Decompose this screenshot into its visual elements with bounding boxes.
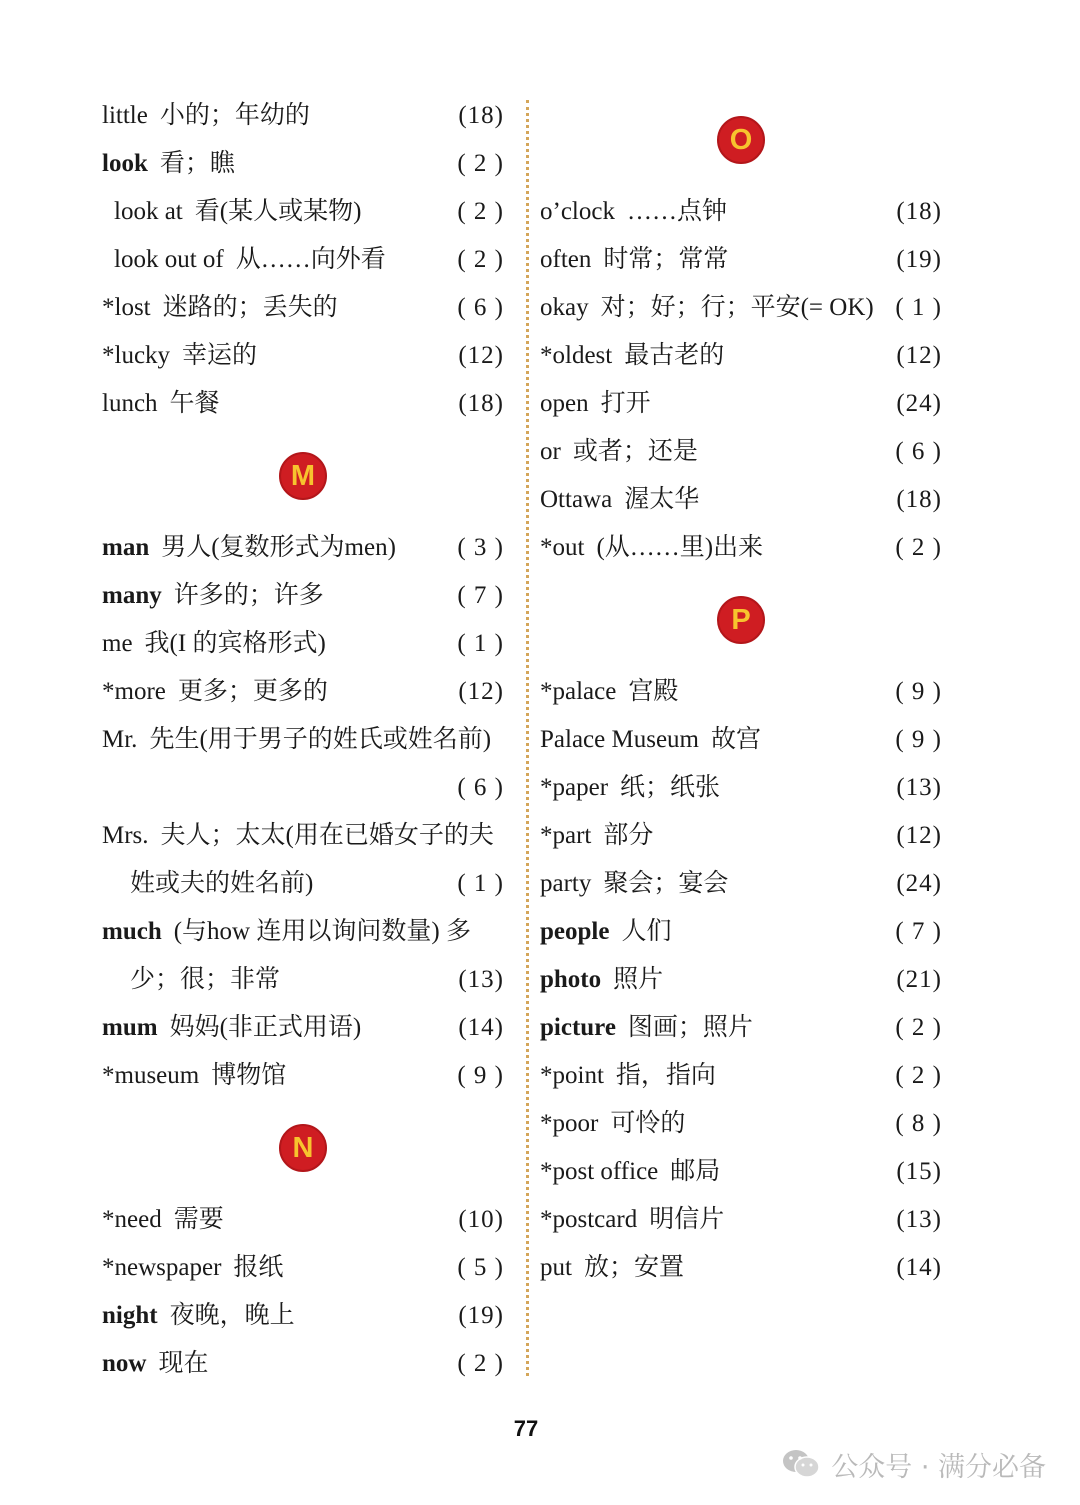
definition: 照片 [613, 966, 664, 993]
unit-number: (18) [896, 486, 942, 513]
headword: *need [102, 1206, 162, 1233]
unit-number: (24) [896, 390, 942, 417]
headword: much [102, 918, 162, 945]
entry-text [102, 860, 313, 908]
entry-text [102, 1004, 361, 1052]
headword: put [540, 1254, 572, 1281]
entry-text [102, 92, 310, 140]
unit-number: (21) [896, 966, 942, 993]
vocab-entry [102, 860, 504, 908]
headword: open [540, 390, 589, 417]
entry-text [102, 1292, 295, 1340]
headword: look out of [114, 246, 224, 273]
entry-text [540, 428, 698, 476]
entry-text [540, 1148, 720, 1196]
unit-number: ( 2 ) [457, 198, 504, 225]
headword: Ottawa [540, 486, 613, 513]
definition: 夫人；太太(用在已婚女子的夫 [160, 822, 494, 849]
definition: (与how 连用以询问数量) 多 [173, 918, 471, 945]
definition: 午餐 [169, 390, 220, 417]
headword: many [102, 582, 162, 609]
entry-text [102, 1052, 286, 1100]
definition: 报纸 [233, 1254, 284, 1281]
headword: party [540, 870, 592, 897]
entry-text [540, 188, 727, 236]
entry-text [540, 860, 728, 908]
vocab-entry [540, 428, 942, 476]
unit-number: (14) [458, 1014, 504, 1041]
vocab-entry [102, 620, 504, 668]
unit-number: (24) [896, 870, 942, 897]
entry-text [102, 1340, 208, 1388]
definition: 聚会；宴会 [603, 870, 729, 897]
letter-section-header [102, 428, 504, 524]
entry-text [102, 1244, 283, 1292]
entry-text [102, 908, 471, 956]
headword: or [540, 438, 561, 465]
unit-number: (13) [896, 1206, 942, 1233]
vocab-entry [102, 716, 504, 764]
definition: 我(I 的宾格形式) [144, 630, 326, 657]
unit-number: (12) [896, 342, 942, 369]
unit-number: (12) [458, 342, 504, 369]
unit-number: ( 2 ) [457, 150, 504, 177]
column-divider [526, 100, 529, 1376]
definition: 小的；年幼的 [159, 102, 310, 129]
vocab-entry [540, 236, 942, 284]
vocab-entry [540, 332, 942, 380]
headword: look [102, 150, 148, 177]
vocab-entry [540, 1244, 942, 1292]
entry-text [540, 476, 699, 524]
definition: 妈妈(非正式用语) [169, 1014, 362, 1041]
headword: mum [102, 1014, 158, 1041]
unit-number: ( 9 ) [895, 726, 942, 753]
headword: *palace [540, 678, 617, 705]
definition: 姓或夫的姓名前) [130, 870, 314, 897]
vocab-entry [540, 476, 942, 524]
entry-text [102, 668, 328, 716]
definition: 指，指向 [615, 1062, 716, 1089]
entry-text [540, 380, 651, 428]
headword: *newspaper [102, 1254, 222, 1281]
entry-text [102, 812, 494, 860]
letter-section-header [540, 92, 942, 188]
definition: 放；安置 [583, 1254, 684, 1281]
headword: *post office [540, 1158, 659, 1185]
entry-text [540, 764, 720, 812]
unit-number: ( 7 ) [457, 582, 504, 609]
headword: often [540, 246, 592, 273]
definition: 更多；更多的 [177, 678, 328, 705]
vocab-entry [102, 380, 504, 428]
vocab-entry [102, 1292, 504, 1340]
entry-text [540, 284, 874, 332]
headword: me [102, 630, 133, 657]
vocab-entry [540, 812, 942, 860]
vocab-entry [102, 188, 504, 236]
vocab-entry [540, 284, 942, 332]
definition: 看；瞧 [159, 150, 235, 177]
entry-text [540, 668, 678, 716]
entry-text [540, 1052, 716, 1100]
definition: 从……向外看 [235, 246, 386, 273]
entry-text [102, 188, 361, 236]
letter-section-header [102, 1100, 504, 1196]
right-column [540, 92, 942, 1292]
headword: man [102, 534, 150, 561]
headword: lunch [102, 390, 158, 417]
definition: (从……里)出来 [596, 534, 764, 561]
unit-number: ( 2 ) [457, 1350, 504, 1377]
entry-text [540, 332, 724, 380]
vocab-entry [102, 1244, 504, 1292]
entry-text [102, 524, 396, 572]
definition: 纸；纸张 [620, 774, 721, 801]
entry-text [540, 812, 653, 860]
entry-text [102, 620, 326, 668]
vocab-entry [102, 524, 504, 572]
entry-text [540, 716, 761, 764]
headword: okay [540, 294, 589, 321]
definition: 打开 [600, 390, 651, 417]
definition: 明信片 [649, 1206, 725, 1233]
entry-text [102, 380, 220, 428]
entry-text [540, 1196, 724, 1244]
definition: 时常；常常 [603, 246, 729, 273]
definition: 可怜的 [610, 1110, 686, 1137]
vocab-entry [540, 668, 942, 716]
vocab-entry [102, 1340, 504, 1388]
entry-text [540, 1244, 684, 1292]
wechat-icon [781, 1448, 821, 1480]
unit-number: ( 9 ) [895, 678, 942, 705]
entry-text [540, 1004, 753, 1052]
headword: picture [540, 1014, 616, 1041]
vocab-entry [540, 1100, 942, 1148]
unit-number: (14) [896, 1254, 942, 1281]
vocab-entry [102, 1196, 504, 1244]
vocab-entry [102, 764, 504, 812]
entry-text [102, 140, 235, 188]
entry-text [540, 1100, 685, 1148]
unit-number: ( 2 ) [895, 1062, 942, 1089]
entry-text [540, 956, 663, 1004]
headword: night [102, 1302, 158, 1329]
vocab-entry [102, 572, 504, 620]
definition: 需要 [173, 1206, 224, 1233]
unit-number: (12) [458, 678, 504, 705]
letter-badge: M [279, 452, 327, 500]
unit-number: (18) [458, 390, 504, 417]
unit-number: (13) [458, 966, 504, 993]
definition: 邮局 [670, 1158, 721, 1185]
entry-text [102, 956, 280, 1004]
unit-number: ( 1 ) [457, 630, 504, 657]
definition: 部分 [603, 822, 654, 849]
unit-number: (19) [458, 1302, 504, 1329]
entry-text [102, 284, 338, 332]
definition: 先生(用于男子的姓氏或姓名前) [149, 726, 492, 753]
letter-badge: N [279, 1124, 327, 1172]
definition: 男人(复数形式为men) [161, 534, 396, 561]
unit-number: ( 2 ) [457, 246, 504, 273]
headword: now [102, 1350, 147, 1377]
unit-number: ( 1 ) [457, 870, 504, 897]
entry-text [102, 236, 386, 284]
definition: 对；好；行；平安(= OK) [600, 294, 874, 321]
headword: *more [102, 678, 166, 705]
headword: *postcard [540, 1206, 638, 1233]
headword: *lost [102, 294, 151, 321]
unit-number: ( 2 ) [895, 1014, 942, 1041]
unit-number: (10) [458, 1206, 504, 1233]
definition: 现在 [158, 1350, 209, 1377]
vocab-entry [540, 380, 942, 428]
headword: photo [540, 966, 602, 993]
definition: 看(某人或某物) [194, 198, 362, 225]
unit-number: (15) [896, 1158, 942, 1185]
left-column [102, 92, 504, 1388]
vocab-entry [540, 1196, 942, 1244]
vocab-entry [102, 1004, 504, 1052]
letter-badge: P [717, 596, 765, 644]
definition: 渥太华 [624, 486, 700, 513]
definition: 夜晚，晚上 [169, 1302, 295, 1329]
entry-text [540, 908, 671, 956]
vocab-entry [540, 716, 942, 764]
letter-section-header [540, 572, 942, 668]
vocab-entry [540, 908, 942, 956]
definition: 或者；还是 [572, 438, 698, 465]
unit-number: ( 6 ) [457, 774, 504, 801]
headword: look at [114, 198, 183, 225]
vocab-entry [102, 956, 504, 1004]
unit-number: (13) [896, 774, 942, 801]
vocab-entry [540, 1052, 942, 1100]
definition: 许多的；许多 [173, 582, 324, 609]
headword: *oldest [540, 342, 613, 369]
letter-badge: O [717, 116, 765, 164]
watermark-text: 公众号 · 满分必备 [831, 1451, 1046, 1483]
vocab-entry [102, 92, 504, 140]
headword: *paper [540, 774, 609, 801]
unit-number: ( 5 ) [457, 1254, 504, 1281]
vocab-entry [102, 236, 504, 284]
entry-text [540, 524, 763, 572]
page-number: 77 [513, 1416, 539, 1441]
vocab-entry [102, 332, 504, 380]
headword: *part [540, 822, 592, 849]
unit-number: ( 2 ) [895, 534, 942, 561]
vocab-entry [102, 908, 504, 956]
definition: ……点钟 [626, 198, 727, 225]
vocab-entry [102, 284, 504, 332]
entry-text [540, 236, 728, 284]
vocab-entry [540, 764, 942, 812]
vocab-entry [540, 524, 942, 572]
entry-text [102, 1196, 224, 1244]
headword: *out [540, 534, 585, 561]
unit-number: (12) [896, 822, 942, 849]
definition: 宫殿 [628, 678, 679, 705]
headword: *museum [102, 1062, 200, 1089]
unit-number: ( 1 ) [895, 294, 942, 321]
vocab-entry [102, 668, 504, 716]
unit-number: (18) [896, 198, 942, 225]
watermark [781, 1442, 1046, 1486]
vocab-entry [540, 1148, 942, 1196]
entry-text [102, 716, 491, 764]
headword: Mrs. [102, 822, 149, 849]
unit-number: ( 8 ) [895, 1110, 942, 1137]
definition: 少；很；非常 [130, 966, 281, 993]
headword: Mr. [102, 726, 138, 753]
vocab-entry [102, 1052, 504, 1100]
headword: little [102, 102, 148, 129]
unit-number: (18) [458, 102, 504, 129]
headword: people [540, 918, 610, 945]
unit-number: (19) [896, 246, 942, 273]
definition: 博物馆 [211, 1062, 287, 1089]
definition: 最古老的 [624, 342, 725, 369]
vocab-entry [102, 140, 504, 188]
vocab-entry [540, 860, 942, 908]
definition: 人们 [621, 918, 672, 945]
unit-number: ( 3 ) [457, 534, 504, 561]
definition: 迷路的；丢失的 [162, 294, 338, 321]
headword: Palace Museum [540, 726, 699, 753]
vocab-entry [102, 812, 504, 860]
entry-text [102, 332, 257, 380]
definition: 故宫 [710, 726, 761, 753]
headword: *lucky [102, 342, 171, 369]
headword: *poor [540, 1110, 599, 1137]
unit-number: ( 6 ) [895, 438, 942, 465]
unit-number: ( 9 ) [457, 1062, 504, 1089]
vocab-entry [540, 956, 942, 1004]
headword: *point [540, 1062, 604, 1089]
definition: 幸运的 [182, 342, 258, 369]
definition: 图画；照片 [627, 1014, 753, 1041]
unit-number: ( 6 ) [457, 294, 504, 321]
unit-number: ( 7 ) [895, 918, 942, 945]
headword: o’clock [540, 198, 615, 225]
vocab-entry [540, 1004, 942, 1052]
entry-text [102, 572, 324, 620]
vocab-entry [540, 188, 942, 236]
